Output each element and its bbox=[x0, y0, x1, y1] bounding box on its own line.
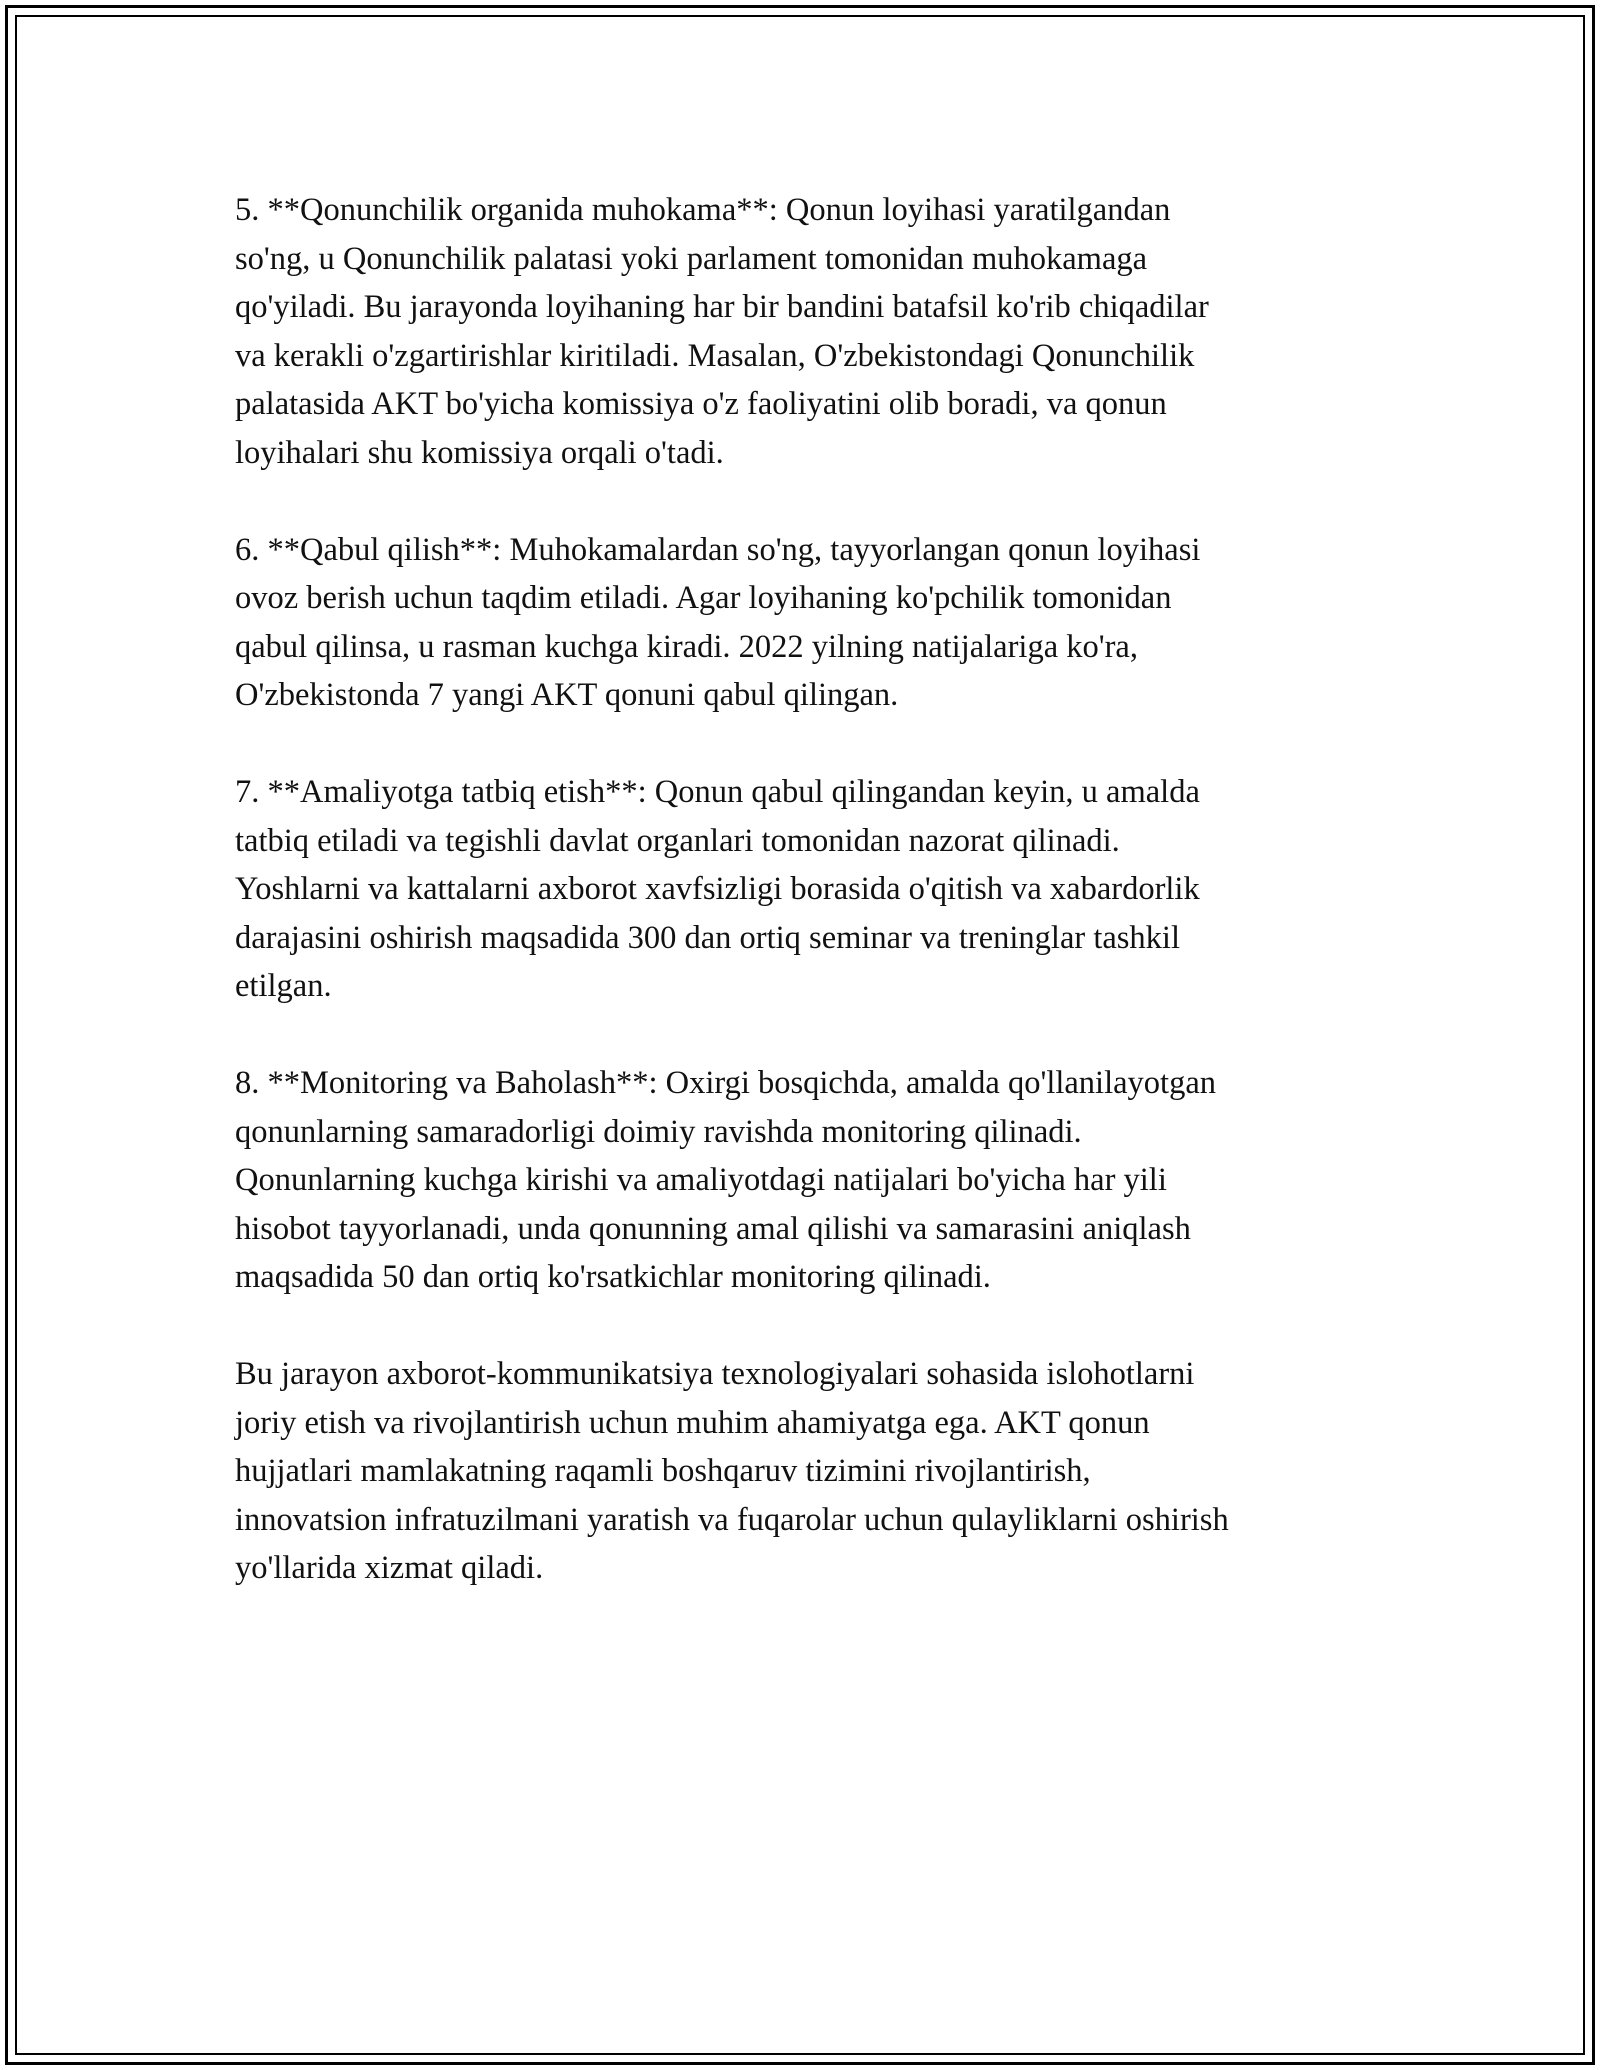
text-line: Yoshlarni va kattalarni axborot xavfsizligi borasida o'qitish va xabardorlik bbox=[235, 871, 1200, 907]
text-line: darajasini oshirish maqsadida 300 dan ortiq seminar va treninglar tashkil bbox=[235, 919, 1180, 956]
text-line: hisobot tayyorlanadi, unda qonunning amal qilishi va samarasini aniqlash bbox=[235, 1210, 1191, 1247]
text-line: va kerakli o'zgartirishlar kiritiladi. Masalan, O'zbekistondagi Qonunchilik bbox=[235, 337, 1195, 374]
paragraph-conclusion bbox=[235, 1350, 1395, 1593]
text-line: palatasida AKT bo'yicha komissiya o'z faoliyatini olib boradi, va qonun bbox=[235, 386, 1167, 422]
text-line: qabul qilinsa, u rasman kuchga kiradi. 2022 yilning natijalariga ko'ra, bbox=[235, 628, 1138, 665]
text-line: 5. **Qonunchilik organida muhokama**: Qonun loyihasi yaratilgandan bbox=[235, 192, 1171, 228]
text-line: etilgan. bbox=[235, 968, 332, 1004]
text-line: 8. **Monitoring va Baholash**: Oxirgi bosqichda, amalda qo'llanilayotgan bbox=[235, 1065, 1216, 1101]
text-line: qonunlarning samaradorligi doimiy ravishda monitoring qilinadi. bbox=[235, 1113, 1082, 1150]
text-line: tatbiq etiladi va tegishli davlat organlari tomonidan nazorat qilinadi. bbox=[235, 822, 1120, 859]
text-line: qo'yiladi. Bu jarayonda loyihaning har bir bandini batafsil ko'rib chiqadilar bbox=[235, 289, 1209, 325]
paragraph-step-6 bbox=[235, 526, 1395, 720]
text-line: Bu jarayon axborot-kommunikatsiya texnologiyalari sohasida islohotlarni bbox=[235, 1356, 1195, 1392]
text-line: O'zbekistonda 7 yangi AKT qonuni qabul qilingan. bbox=[235, 677, 899, 713]
paragraph-step-7 bbox=[235, 768, 1395, 1011]
text-line: ovoz berish uchun taqdim etiladi. Agar loyihaning ko'pchilik tomonidan bbox=[235, 580, 1172, 616]
text-line: innovatsion infratuzilmani yaratish va fuqarolar uchun qulayliklarni oshirish bbox=[235, 1501, 1229, 1538]
text-line: Qonunlarning kuchga kirishi va amaliyotdagi natijalari bo'yicha har yili bbox=[235, 1162, 1167, 1198]
text-line: 7. **Amaliyotga tatbiq etish**: Qonun qabul qilingandan keyin, u amalda bbox=[235, 774, 1200, 810]
text-line: hujjatlari mamlakatning raqamli boshqaruv tizimini rivojlantirish, bbox=[235, 1453, 1091, 1489]
text-line: yo'llarida xizmat qiladi. bbox=[235, 1550, 544, 1586]
text-line: 6. **Qabul qilish**: Muhokamalardan so'ng, tayyorlangan qonun loyihasi bbox=[235, 531, 1201, 568]
paragraph-step-8 bbox=[235, 1059, 1395, 1302]
paragraph-step-5 bbox=[235, 186, 1395, 477]
text-line: loyihalari shu komissiya orqali o'tadi. bbox=[235, 434, 724, 471]
text-line: joriy etish va rivojlantirish uchun muhim ahamiyatga ega. AKT qonun bbox=[235, 1404, 1150, 1441]
text-line: maqsadida 50 dan ortiq ko'rsatkichlar monitoring qilinadi. bbox=[235, 1259, 991, 1295]
document-body bbox=[235, 186, 1395, 1641]
text-line: so'ng, u Qonunchilik palatasi yoki parlament tomonidan muhokamaga bbox=[235, 240, 1148, 277]
